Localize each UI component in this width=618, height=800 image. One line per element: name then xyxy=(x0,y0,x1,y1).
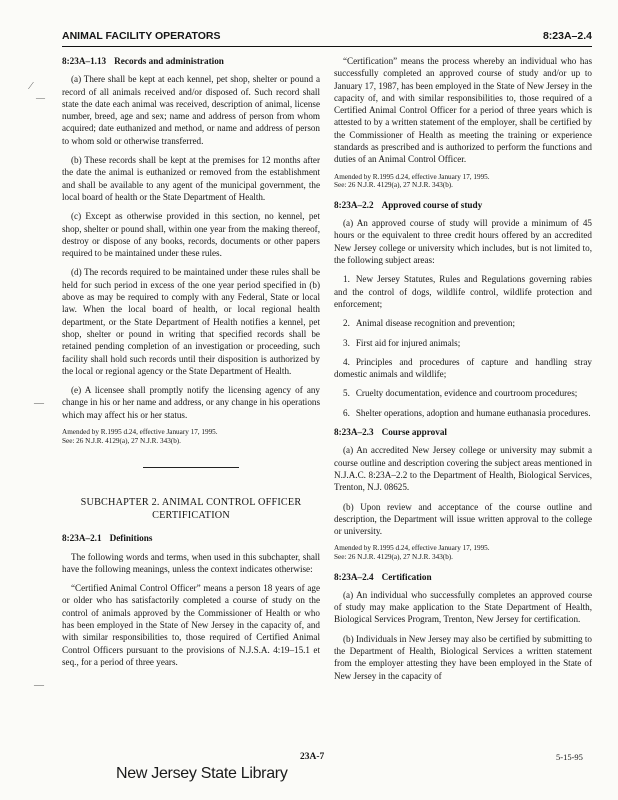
paragraph-b: (b) These records shall be kept at the premises for 12 months after the date the animal is euthanized or removed from the establishment and shall be available to any agent of the municipal government, the local board of health or the State Department of Health. xyxy=(62,155,320,202)
header-chapter-title: ANIMAL FACILITY OPERATORS xyxy=(62,30,221,42)
amendment-line: Amended by R.1995 d.24, effective January 17, 1995. xyxy=(334,544,490,553)
list-item: 5. Cruelty documentation, evidence and courtroom procedures; xyxy=(343,388,578,399)
section-title: Definitions xyxy=(109,533,153,544)
subchapter-heading: SUBCHAPTER 2. ANIMAL CONTROL OFFICER CERTIFICATION xyxy=(80,497,302,522)
section-number: 8:23A–2.3 xyxy=(334,427,374,438)
left-column xyxy=(62,55,320,675)
paragraph-2-4-b: (b) Individuals in New Jersey may also be certified by submitting to the Department of Health, Biological Services a written statement from the employer attesting they have been employed in the State of New Jersey in the capacity of xyxy=(334,633,592,681)
list-item: 3. First aid for injured animals; xyxy=(343,337,461,348)
page-number: 23A-7 xyxy=(300,752,325,762)
list-item: 4. Principles and procedures of capture and handling stray domestic animals and wildlife; xyxy=(334,356,592,380)
header-section-range: 8:23A–2.4 xyxy=(542,30,592,42)
section-title: Course approval xyxy=(381,427,447,438)
section-heading-2-3 xyxy=(334,426,592,438)
amendment-see: See: 26 N.J.R. 4129(a), 27 N.J.R. 343(b). xyxy=(62,436,181,445)
section-heading-1-13 xyxy=(62,55,320,67)
section-title: Certification xyxy=(381,571,432,582)
header-rule xyxy=(62,46,592,47)
section-heading-2-4 xyxy=(334,571,592,583)
section-title: Records and administration xyxy=(114,56,224,66)
section-heading-2-1 xyxy=(62,532,320,544)
definition-caco: “Certified Animal Control Officer” means a person 18 years of age or older who has satisfactorily completed a course of study on the control of animals approved by the Commissioner of Health or who has been employed in the State of New Jersey in the capacity of, and with similar responsibilities to, those required of Certified Animal Control Officers pursuant to the provisions of N.J.S.A. 4:19–15.1 et seq., for a period of three years. xyxy=(62,583,320,667)
amendment-line: Amended by R.1995 d.24, effective January 17, 1995. xyxy=(62,428,218,437)
section-number: 8:23A–2.4 xyxy=(334,571,374,582)
scan-mark: — xyxy=(36,93,45,103)
paragraph-a: (a) There shall be kept at each kennel, pet shop, shelter or pound a record of all animals received and/or disposed of. Such record shall state the date each animal was received, description of animal, license number, breed, age and sex; name and address of person from whom acquired; date euthanized and method, or name and address of person to whom sold or otherwise transferred. xyxy=(62,74,320,146)
scan-mark: ⁄ xyxy=(30,80,32,92)
definitions-intro: The following words and terms, when used in this subchapter, shall have the following meanings, unless the context indicates otherwise: xyxy=(62,551,320,574)
scan-mark: — xyxy=(34,680,44,691)
amendment-note xyxy=(62,428,320,445)
paragraph-e: (e) A licensee shall promptly notify the licensing agency of any change in his or her name and address, or any change in his operations which may affect his or her status. xyxy=(62,385,320,420)
paragraph-2-2-a: (a) An approved course of study will provide a minimum of 45 hours or the equivalent to three credit hours offered by an accredited New Jersey college or university which includes, but is not limited to, the following subject areas: xyxy=(334,218,592,266)
list-item: 1. New Jersey Statutes, Rules and Regulations governing rabies and the control of dogs, wildlife control, wildlife protection and enforcement; xyxy=(334,274,592,309)
section-number: 8:23A–2.1 xyxy=(62,533,102,544)
paragraph-c: (c) Except as otherwise provided in this section, no kennel, pet shop, shelter or pound shall, within one year from the making thereof, destroy or dispose of any books, records, documents or other papers required to be maintained under these rules. xyxy=(62,211,320,259)
definition-certification: “Certification” means the process whereby an individual who has successfully completed an approved course of study and/or up to January 17, 1987, has been employed in the State of New Jersey in the capacity of, and with similar responsibilities to, those required of a Certified Animal Control Officer for a period of three years which is attested to by a written statement of the employer, shall be certified by the Commissioner of Health as meeting the training or experience standards as prescribed and is authorized to perform the functions and duties of an Animal Control Officer. xyxy=(334,56,592,165)
running-header xyxy=(62,30,592,45)
right-column xyxy=(334,55,592,689)
amendment-note xyxy=(334,173,592,190)
scan-mark: — xyxy=(34,398,44,409)
paragraph-d: (d) The records required to be maintained under these rules shall be held for such period in excess of the one year period specified in (b) above as may be required to comply with any Federal, State or local law. When the local board of health, or local regional health department, or the State Department of Health notifies a kennel, pet shop, shelter or pound in writing that specified records shall be retained pending completion of an investigation or proceeding, such facility shall hold such records until their disposition is authorized by the local or regional agency or the State Department of Health. xyxy=(62,267,320,376)
library-stamp: New Jersey State Library xyxy=(116,765,288,782)
section-number: 8:23A–1.13 xyxy=(62,56,107,66)
page-date: 5-15-95 xyxy=(556,752,583,762)
paragraph-2-3-b: (b) Upon review and acceptance of the course outline and description, the Department will issue written approval to the college or university. xyxy=(334,501,592,537)
section-separator xyxy=(143,467,239,468)
section-title: Approved course of study xyxy=(381,199,483,210)
paragraph-2-4-a: (a) An individual who successfully completes an approved course of study may make application to the State Department of Health, Biological Services Program, Trenton, New Jersey for certification. xyxy=(334,589,592,625)
amendment-see: See: 26 N.J.R. 4129(a), 27 N.J.R. 343(b). xyxy=(334,552,453,561)
section-number: 8:23A–2.2 xyxy=(334,199,374,210)
section-heading-2-2 xyxy=(334,199,592,211)
amendment-note xyxy=(334,544,592,561)
list-item: 2. Animal disease recognition and prevention; xyxy=(343,318,515,329)
amendment-see: See: 26 N.J.R. 4129(a), 27 N.J.R. 343(b). xyxy=(334,181,453,190)
amendment-line: Amended by R.1995 d.24, effective January 17, 1995. xyxy=(334,172,490,181)
paragraph-2-3-a: (a) An accredited New Jersey college or university may submit a course outline and description covering the subject areas mentioned in N.J.A.C. 8:23A–2.2 to the Department of Health, Biological Services, Trenton, N.J. 08625. xyxy=(334,445,592,493)
list-item: 6. Shelter operations, adoption and humane euthanasia procedures. xyxy=(343,407,591,418)
